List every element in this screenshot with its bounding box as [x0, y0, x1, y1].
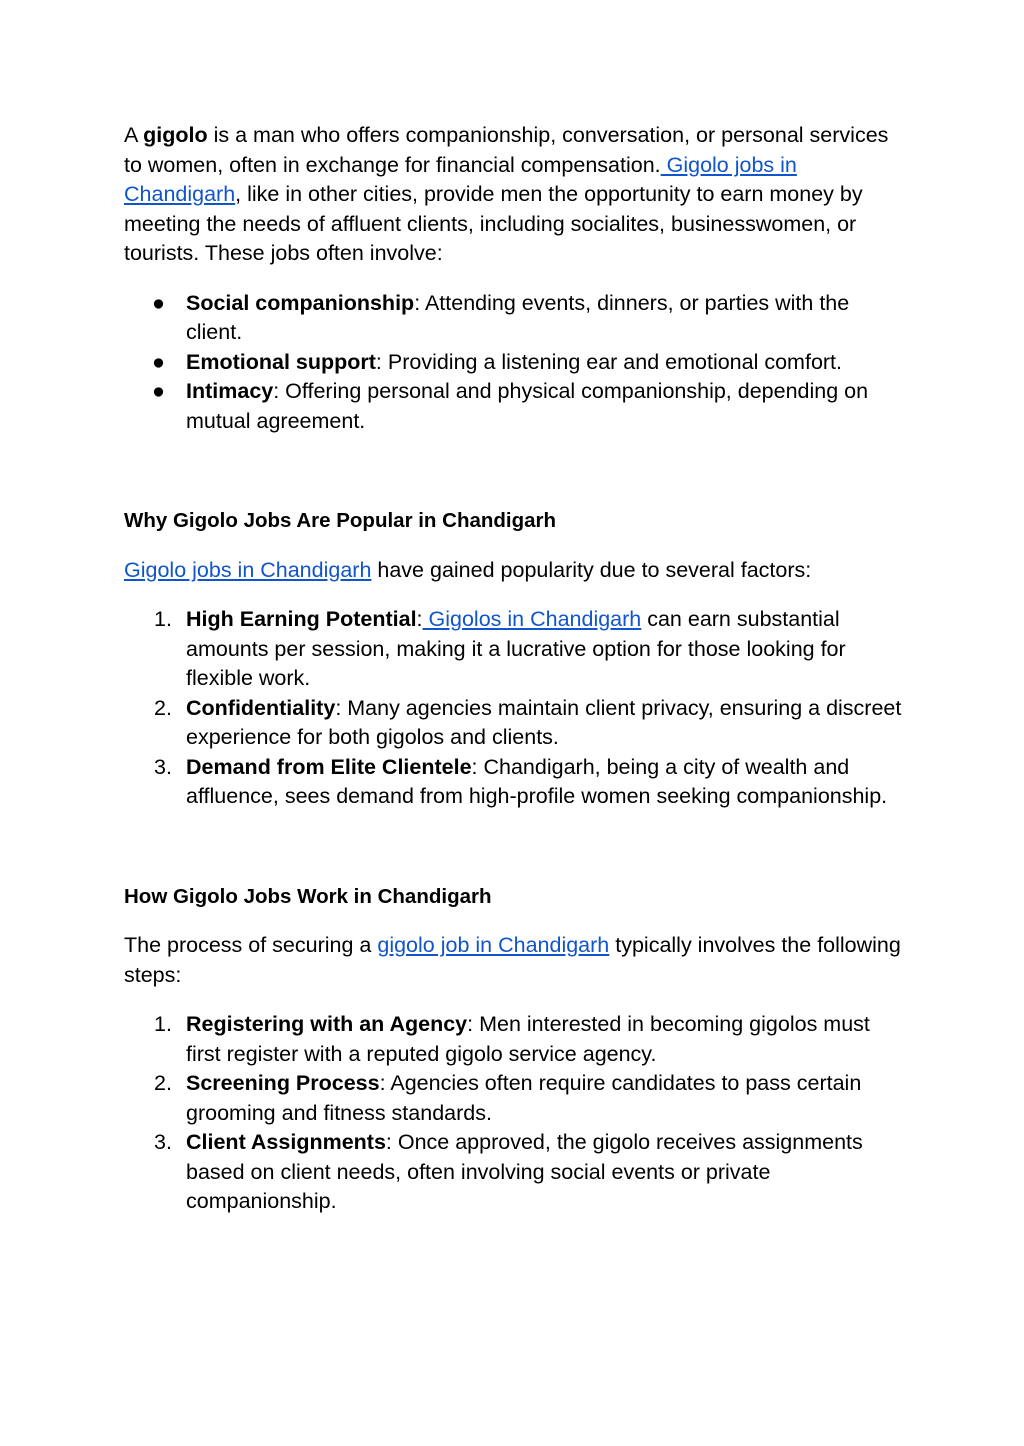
list-item-text: : Many agencies maintain client privacy, ensuring a discreet experience for both gigolos and clients.	[186, 695, 902, 749]
list-item-text: : Providing a listening ear and emotional comfort.	[375, 349, 843, 374]
list-item-text: : Once approved, the gigolo receives assignments based on client needs, often involving social events or private companionship.	[186, 1130, 863, 1213]
section-heading-why: Why Gigolo Jobs Are Popular in Chandigarh	[124, 509, 557, 532]
section1-lead-paragraph	[124, 556, 904, 586]
list-item-text: : Offering personal and physical companionship, depending on mutual agreement.	[186, 379, 869, 433]
list-item-text: can earn substantial amounts per session, making it a lucrative option for those looking for flexible work.	[186, 607, 846, 690]
list-item	[124, 605, 904, 694]
section2-lead-paragraph	[124, 931, 904, 990]
section2-lead-text-1: The process of securing a	[124, 933, 378, 957]
list-item	[124, 694, 904, 753]
list-item-title: Registering with an Agency	[186, 1012, 468, 1036]
numbered-list-steps	[124, 1010, 904, 1217]
intro-text-2: is a man who offers companionship, conversation, or personal services to women, often in exchange for financial compensation.	[124, 123, 889, 177]
list-item-title: Client Assignments	[186, 1130, 386, 1154]
bullet-list	[124, 289, 904, 437]
list-item	[124, 1069, 904, 1128]
list-item-colon: :	[416, 607, 423, 631]
intro-link-gigolo-jobs[interactable]: Gigolo jobs in Chandigarh	[124, 152, 797, 206]
list-item-text: : Agencies often require candidates to pass certain grooming and fitness standards.	[186, 1071, 862, 1125]
list-item-title: Confidentiality	[186, 695, 336, 720]
list-number: 1.	[154, 607, 172, 631]
numbered-list-factors	[124, 605, 904, 812]
list-number: 3.	[154, 754, 172, 779]
list-item	[124, 348, 904, 378]
bullet-marker: ●	[152, 379, 165, 403]
list-number: 2.	[154, 1071, 172, 1095]
intro-paragraph	[124, 121, 904, 269]
list-item	[124, 753, 904, 812]
list-item-text: : Attending events, dinners, or parties with the client.	[186, 290, 850, 344]
list-item	[124, 377, 904, 436]
bullet-marker: ●	[152, 349, 165, 374]
list-item-text: : Chandigarh, being a city of wealth and affluence, sees demand from high-profile women seeking companionship.	[186, 754, 888, 808]
list-number: 3.	[154, 1130, 172, 1154]
list-item-title: Screening Process	[186, 1071, 380, 1095]
intro-text-1: A	[124, 123, 144, 147]
section1-link-gigolo-jobs[interactable]: Gigolo jobs in Chandigarh	[124, 557, 372, 582]
list-item-title: Emotional support	[186, 349, 376, 374]
list-item-text: : Men interested in becoming gigolos must first register with a reputed gigolo service agency.	[186, 1012, 870, 1066]
document-body	[124, 121, 904, 1217]
list-number: 1.	[154, 1012, 172, 1036]
section-heading-how: How Gigolo Jobs Work in Chandigarh	[124, 884, 492, 908]
list-item-title: Social companionship	[186, 290, 415, 315]
list-item	[124, 1128, 904, 1217]
intro-bold-term: gigolo	[143, 123, 208, 147]
intro-text-3: , like in other cities, provide men the opportunity to earn money by meeting the needs of affluent clients, including socialites, businesswomen, or tourists. These jobs often involve:	[124, 182, 863, 265]
list-item-title: Intimacy	[186, 379, 274, 403]
list-item-title: Demand from Elite Clientele	[186, 754, 472, 779]
section2-lead-text-2: typically involves the following steps:	[124, 933, 901, 987]
section1-link-gigolos[interactable]: Gigolos in Chandigarh	[422, 607, 642, 631]
list-item	[124, 289, 904, 348]
list-item	[124, 1010, 904, 1069]
bullet-marker: ●	[152, 290, 165, 315]
list-number: 2.	[154, 695, 172, 720]
list-item-title: High Earning Potential	[186, 607, 417, 631]
section1-lead-text: have gained popularity due to several factors:	[371, 557, 812, 582]
section2-link-gigolo-job[interactable]: gigolo job in Chandigarh	[377, 933, 610, 957]
